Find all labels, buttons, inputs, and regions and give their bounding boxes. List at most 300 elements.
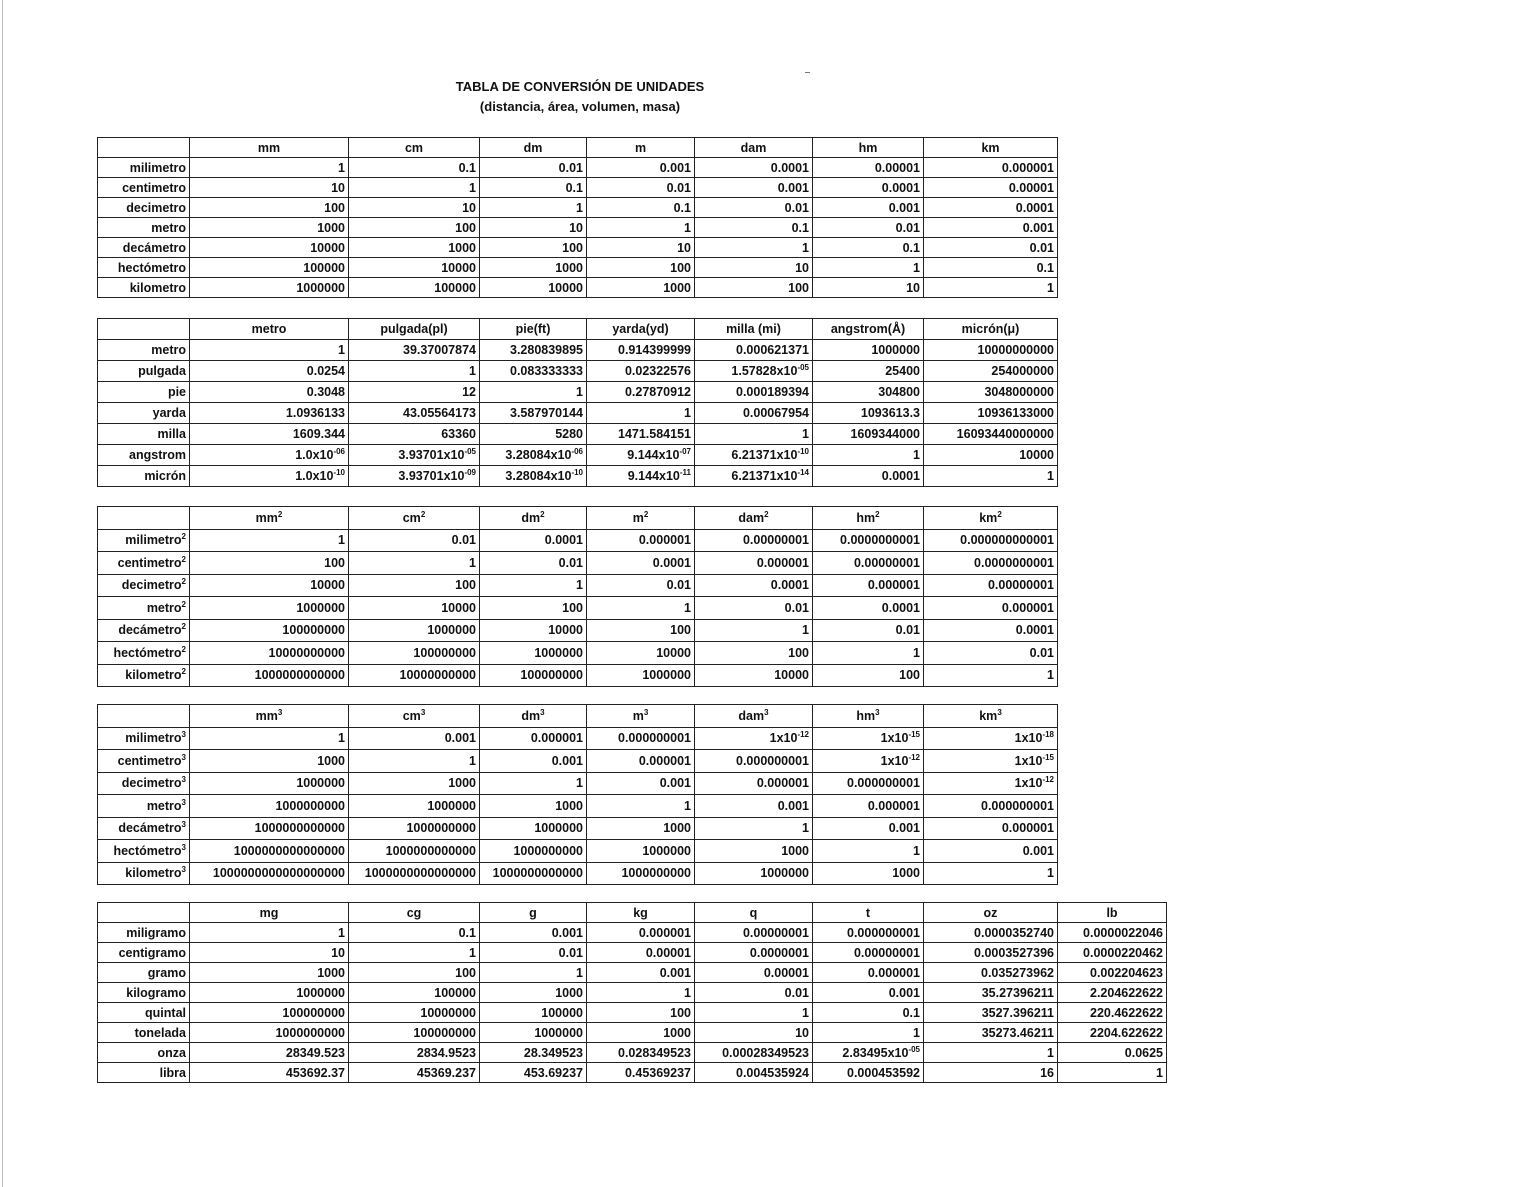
exponent: 3 — [875, 707, 880, 717]
table-cell: 2834.9523 — [349, 1043, 480, 1063]
column-header: oz — [924, 903, 1058, 923]
table-cell: 10 — [349, 198, 480, 218]
table-cell: 1 — [587, 983, 695, 1003]
table-cell: 10000 — [587, 642, 695, 665]
table-cell: 1471.584151 — [587, 424, 695, 445]
table-cell: 0.001 — [924, 840, 1058, 863]
table-cell: 0.00001 — [695, 963, 813, 983]
table-cell: 28349.523 — [190, 1043, 349, 1063]
table-cell: $1.57828x10^{-05}$ — [695, 361, 813, 382]
table-cell: 1 — [587, 795, 695, 818]
table-row — [98, 619, 1058, 642]
table-cell: 0.0001 — [480, 529, 587, 552]
table-row — [98, 840, 1058, 863]
table-cell: 10 — [587, 238, 695, 258]
table-cell: 0.01 — [587, 574, 695, 597]
table-cell: 1000000000000000 — [349, 862, 480, 885]
row-label: pie — [98, 382, 190, 403]
table-cell: 0.1 — [813, 1003, 924, 1023]
table-cell: 0.0001 — [813, 466, 924, 487]
table-cell: 304800 — [813, 382, 924, 403]
distance-metric-table — [97, 137, 1058, 298]
table-cell: 5280 — [480, 424, 587, 445]
table-cell: 1 — [190, 529, 349, 552]
table-cell: 0.0000000001 — [924, 552, 1058, 575]
table-cell: 1 — [349, 178, 480, 198]
row-label: metro$^2$ — [98, 597, 190, 620]
exponent: -15 — [1042, 752, 1054, 762]
exponent: 2 — [181, 554, 186, 564]
table-cell: 10000 — [480, 619, 587, 642]
table-row — [98, 1043, 1167, 1063]
table-cell: 0.45369237 — [587, 1063, 695, 1083]
table-cell: 1000 — [480, 795, 587, 818]
table-cell: 10000 — [349, 597, 480, 620]
table-row — [98, 466, 1058, 487]
table-cell: $1.0x10^{-10}$ — [190, 466, 349, 487]
exponent: 2 — [420, 509, 426, 519]
table-cell: 10 — [695, 1023, 813, 1043]
table-cell: 35.27396211 — [924, 983, 1058, 1003]
column-header: $km^2$ — [924, 507, 1058, 530]
table-cell: $1x10^{-12}$ — [813, 750, 924, 773]
column-header: $hm^2$ — [813, 507, 924, 530]
table-cell: 10000 — [190, 574, 349, 597]
distance-mixed-table — [97, 318, 1058, 487]
table-cell: 0.0001 — [695, 574, 813, 597]
exponent: -06 — [571, 446, 583, 456]
table-cell: 1609.344 — [190, 424, 349, 445]
row-label: angstrom — [98, 445, 190, 466]
table-cell: 0.0625 — [1058, 1043, 1167, 1063]
table-cell: 1 — [695, 238, 813, 258]
exponent: 3 — [181, 752, 186, 762]
column-header: $cm^3$ — [349, 705, 480, 728]
table-cell: 0.01 — [813, 218, 924, 238]
table-cell: 16 — [924, 1063, 1058, 1083]
column-header: $dm^3$ — [480, 705, 587, 728]
table-cell: 12 — [349, 382, 480, 403]
header-row — [98, 705, 1058, 728]
table-cell: 0.001 — [587, 772, 695, 795]
table-cell: 2204.622622 — [1058, 1023, 1167, 1043]
table-cell: 0.001 — [813, 198, 924, 218]
table-cell: $9.144x10^{-11}$ — [587, 466, 695, 487]
table-cell: 0.0001 — [813, 597, 924, 620]
table-cell: 1 — [1058, 1063, 1167, 1083]
table-cell: 1000 — [190, 218, 349, 238]
exponent: 3 — [181, 775, 186, 785]
title-line-1: TABLA DE CONVERSIÓN DE UNIDADES — [455, 79, 705, 94]
table-cell: 0.01 — [349, 529, 480, 552]
table-cell: 10000 — [190, 238, 349, 258]
exponent: -15 — [908, 730, 920, 740]
table-row — [98, 258, 1058, 278]
column-header: yarda(yd) — [587, 319, 695, 340]
table-cell: 100 — [695, 278, 813, 298]
table-cell: $3.93701x10^{-09}$ — [349, 466, 480, 487]
table-cell: 0.0000220462 — [1058, 943, 1167, 963]
table-cell: 1 — [190, 923, 349, 943]
table-row — [98, 963, 1167, 983]
table-cell: 0.001 — [349, 727, 480, 750]
table-cell: 0.000001 — [813, 795, 924, 818]
exponent: 2 — [181, 577, 186, 587]
document-title — [0, 77, 1160, 117]
column-header: cm — [349, 138, 480, 158]
table-cell: $1x10^{-12}$ — [695, 727, 813, 750]
table-cell: 453692.37 — [190, 1063, 349, 1083]
table-cell: 1 — [924, 466, 1058, 487]
row-label: decámetro$^3$ — [98, 817, 190, 840]
exponent: 2 — [181, 667, 186, 677]
row-label: metro — [98, 218, 190, 238]
exponent: -05 — [797, 362, 809, 372]
table-cell: 100 — [587, 619, 695, 642]
table-cell: 0.02322576 — [587, 361, 695, 382]
table-cell: 0.001 — [695, 795, 813, 818]
table-cell: 1000000 — [190, 772, 349, 795]
table-cell: 1 — [349, 552, 480, 575]
volume-table — [97, 704, 1058, 885]
table-cell: 0.001 — [695, 178, 813, 198]
table-cell: 1 — [695, 619, 813, 642]
table-cell: 0.000621371 — [695, 340, 813, 361]
scan-speck — [805, 72, 810, 73]
exponent: -07 — [679, 446, 691, 456]
table-cell: 10000 — [695, 664, 813, 687]
table-cell: 1093613.3 — [813, 403, 924, 424]
table-cell: 1000 — [349, 238, 480, 258]
table-cell: 1000000000 — [349, 817, 480, 840]
table-cell: 0.000001 — [924, 817, 1058, 840]
row-label: decimetro — [98, 198, 190, 218]
table-cell: 10 — [813, 278, 924, 298]
table-cell: 1000000000000000 — [190, 840, 349, 863]
table-cell: 1 — [480, 382, 587, 403]
table-cell: 0.01 — [924, 238, 1058, 258]
row-label: miligramo — [98, 923, 190, 943]
column-header: $m^3$ — [587, 705, 695, 728]
row-label: libra — [98, 1063, 190, 1083]
table-cell: 10000000000 — [349, 664, 480, 687]
table-cell: 100 — [813, 664, 924, 687]
table-cell: 10 — [190, 943, 349, 963]
table-cell: 10000 — [349, 258, 480, 278]
table-cell: 1000000 — [695, 862, 813, 885]
table-cell: 254000000 — [924, 361, 1058, 382]
row-label: decámetro — [98, 238, 190, 258]
table-cell: 10 — [480, 218, 587, 238]
table-cell: 100 — [190, 552, 349, 575]
table-cell: 0.028349523 — [587, 1043, 695, 1063]
corner-cell — [98, 705, 190, 728]
table-cell: 0.000189394 — [695, 382, 813, 403]
exponent: 2 — [181, 532, 186, 542]
table-cell: $6.21371x10^{-10}$ — [695, 445, 813, 466]
table-cell: 10000000 — [349, 1003, 480, 1023]
table-cell: 1 — [924, 664, 1058, 687]
table-cell: 1 — [924, 1043, 1058, 1063]
column-header: $dm^2$ — [480, 507, 587, 530]
table-cell: 0.0000001 — [695, 943, 813, 963]
row-label: kilometro$^3$ — [98, 862, 190, 885]
table-cell: 100000000 — [349, 642, 480, 665]
row-label: milimetro$^2$ — [98, 529, 190, 552]
table-cell: 0.00028349523 — [695, 1043, 813, 1063]
table-row — [98, 1063, 1167, 1083]
table-cell: 0.3048 — [190, 382, 349, 403]
table-cell: 1 — [813, 445, 924, 466]
table-cell: 0.00067954 — [695, 403, 813, 424]
table-cell: 16093440000000 — [924, 424, 1058, 445]
table-cell: 1 — [480, 772, 587, 795]
table-cell: 100000 — [190, 258, 349, 278]
table-cell: 100000000 — [480, 664, 587, 687]
table-cell: 1000000 — [190, 278, 349, 298]
table-cell: 1 — [813, 642, 924, 665]
table-row — [98, 664, 1058, 687]
table-cell: 1 — [695, 817, 813, 840]
exponent: 2 — [277, 509, 283, 519]
row-label: milimetro$^3$ — [98, 727, 190, 750]
exponent: -09 — [464, 467, 476, 477]
table-cell: 1 — [480, 574, 587, 597]
table-cell: 1 — [190, 158, 349, 178]
row-label: decámetro$^2$ — [98, 619, 190, 642]
table-row — [98, 923, 1167, 943]
table-cell: 1 — [480, 963, 587, 983]
table-cell: 220.4622622 — [1058, 1003, 1167, 1023]
table-cell: 0.1 — [695, 218, 813, 238]
table-cell: 1 — [349, 750, 480, 773]
table-cell: 1 — [813, 258, 924, 278]
column-header: dam — [695, 138, 813, 158]
row-label: milla — [98, 424, 190, 445]
table-cell: 0.000001 — [813, 963, 924, 983]
table-cell: 0.1 — [480, 178, 587, 198]
table-cell: 0.0000000001 — [813, 529, 924, 552]
table-cell: 1000000000 — [190, 795, 349, 818]
table-cell: 0.000453592 — [813, 1063, 924, 1083]
table-cell: 0.01 — [587, 178, 695, 198]
column-header: $mm^3$ — [190, 705, 349, 728]
column-header: m — [587, 138, 695, 158]
table-cell: 0.01 — [480, 943, 587, 963]
table-cell: 1000000000000 — [190, 817, 349, 840]
table-cell: 0.0254 — [190, 361, 349, 382]
table-cell: 10 — [695, 258, 813, 278]
table-row — [98, 750, 1058, 773]
table-cell: 1000 — [587, 1023, 695, 1043]
row-label: decimetro$^2$ — [98, 574, 190, 597]
table-cell: 1000000 — [813, 340, 924, 361]
table-cell: 1000000000 — [190, 1023, 349, 1043]
table-cell: 100000000 — [349, 1023, 480, 1043]
corner-cell — [98, 507, 190, 530]
table-cell: 0.001 — [587, 963, 695, 983]
table-cell: 0.000001 — [813, 574, 924, 597]
table-cell: 10000000000 — [924, 340, 1058, 361]
table-cell: 100000 — [480, 1003, 587, 1023]
table-row — [98, 772, 1058, 795]
table-cell: 0.083333333 — [480, 361, 587, 382]
table-row — [98, 529, 1058, 552]
row-label: tonelada — [98, 1023, 190, 1043]
exponent: -10 — [333, 467, 345, 477]
table-cell: 1000000 — [349, 795, 480, 818]
table-row — [98, 340, 1058, 361]
table-cell: 1000 — [587, 817, 695, 840]
column-header: milla (mi) — [695, 319, 813, 340]
exponent: 2 — [997, 509, 1002, 519]
table-cell: 0.01 — [695, 983, 813, 1003]
table-cell: 100000 — [349, 278, 480, 298]
table-cell: 0.00001 — [587, 943, 695, 963]
table-row — [98, 943, 1167, 963]
exponent: 2 — [764, 509, 769, 519]
table-cell: 100 — [587, 1003, 695, 1023]
table-cell: 0.000001 — [587, 750, 695, 773]
table-cell: 1 — [924, 862, 1058, 885]
table-cell: 0.00000001 — [813, 552, 924, 575]
table-cell: 0.0001 — [924, 198, 1058, 218]
table-cell: 100 — [349, 218, 480, 238]
table-cell: 0.01 — [813, 619, 924, 642]
table-cell: $1x10^{-15}$ — [924, 750, 1058, 773]
exponent: -10 — [571, 467, 583, 477]
table-cell: 39.37007874 — [349, 340, 480, 361]
table-row — [98, 278, 1058, 298]
table-row — [98, 642, 1058, 665]
table-row — [98, 218, 1058, 238]
table-cell: 1 — [695, 1003, 813, 1023]
table-cell: 0.000001 — [924, 597, 1058, 620]
table-cell: 100000000 — [190, 619, 349, 642]
table-cell: 0.1 — [349, 158, 480, 178]
table-cell: 1000000000000 — [190, 664, 349, 687]
column-header: t — [813, 903, 924, 923]
table-row — [98, 574, 1058, 597]
title-line-2: (distancia, área, volumen, masa) — [479, 99, 681, 114]
column-header: cg — [349, 903, 480, 923]
row-label: micrón — [98, 466, 190, 487]
table-cell: 0.0001 — [924, 619, 1058, 642]
table-cell: 0.000000001 — [813, 923, 924, 943]
exponent: 3 — [420, 707, 426, 717]
table-row — [98, 817, 1058, 840]
table-row — [98, 424, 1058, 445]
table-cell: 0.0001 — [813, 178, 924, 198]
row-label: kilometro — [98, 278, 190, 298]
exponent: -14 — [797, 467, 809, 477]
row-label: centigramo — [98, 943, 190, 963]
table-cell: 0.0000022046 — [1058, 923, 1167, 943]
table-cell: 1000 — [480, 258, 587, 278]
column-header: $km^3$ — [924, 705, 1058, 728]
table-cell: 1000000 — [349, 619, 480, 642]
table-cell: 1000000 — [480, 1023, 587, 1043]
table-cell: 3.280839895 — [480, 340, 587, 361]
row-label: onza — [98, 1043, 190, 1063]
table-cell: 0.914399999 — [587, 340, 695, 361]
table-cell: 0.000001 — [695, 772, 813, 795]
table-cell: $9.144x10^{-07}$ — [587, 445, 695, 466]
table-cell: 0.001 — [480, 923, 587, 943]
column-header: $cm^2$ — [349, 507, 480, 530]
table-cell: 1000000000000000000 — [190, 862, 349, 885]
table-cell: 453.69237 — [480, 1063, 587, 1083]
column-header: q — [695, 903, 813, 923]
table-cell: 1000000000000 — [349, 840, 480, 863]
table-cell: $1x10^{-18}$ — [924, 727, 1058, 750]
table-cell: 0.27870912 — [587, 382, 695, 403]
exponent: 2 — [181, 622, 186, 632]
exponent: 3 — [181, 797, 186, 807]
exponent: 3 — [277, 707, 283, 717]
table-cell: 0.001 — [924, 218, 1058, 238]
table-cell: $6.21371x10^{-14}$ — [695, 466, 813, 487]
table-cell: 0.000001 — [587, 923, 695, 943]
table-cell: 0.000000001 — [924, 795, 1058, 818]
table-cell: 0.001 — [480, 750, 587, 773]
table-cell: 0.01 — [480, 552, 587, 575]
table-cell: 1000 — [190, 750, 349, 773]
table-cell: 0.01 — [695, 597, 813, 620]
table-cell: 1 — [190, 727, 349, 750]
table-cell: 1 — [924, 278, 1058, 298]
table-cell: 0.035273962 — [924, 963, 1058, 983]
table-cell: $1.0x10^{-06}$ — [190, 445, 349, 466]
table-row — [98, 795, 1058, 818]
table-cell: 1.0936133 — [190, 403, 349, 424]
table-row — [98, 727, 1058, 750]
table-cell: 1000000000 — [587, 862, 695, 885]
column-header: $mm^2$ — [190, 507, 349, 530]
table-cell: 0.001 — [813, 817, 924, 840]
table-cell: $2.83495x10^{-05}$ — [813, 1043, 924, 1063]
table-cell: 100 — [349, 963, 480, 983]
row-label: decimetro$^3$ — [98, 772, 190, 795]
column-header: dam$^3$ — [695, 705, 813, 728]
column-header: pulgada(pl) — [349, 319, 480, 340]
corner-cell — [98, 138, 190, 158]
row-label: hectómetro$^2$ — [98, 642, 190, 665]
table-cell: $3.28084x10^{-10}$ — [480, 466, 587, 487]
table-cell: 0.000000001 — [587, 727, 695, 750]
table-cell: 100000000 — [190, 1003, 349, 1023]
column-header: kg — [587, 903, 695, 923]
table-cell: 0.0001 — [695, 158, 813, 178]
table-cell: 2.204622622 — [1058, 983, 1167, 1003]
row-label: hectómetro$^3$ — [98, 840, 190, 863]
table-cell: 10000000000 — [190, 642, 349, 665]
table-row — [98, 1023, 1167, 1043]
table-cell: 1000 — [480, 983, 587, 1003]
exponent: -11 — [679, 467, 691, 477]
table-cell: 0.000000001 — [695, 750, 813, 773]
header-row — [98, 903, 1167, 923]
table-row — [98, 158, 1058, 178]
row-label: metro — [98, 340, 190, 361]
exponent: 3 — [181, 820, 186, 830]
table-cell: 100 — [480, 597, 587, 620]
table-cell: 1000000 — [480, 817, 587, 840]
table-cell: 1000000 — [480, 642, 587, 665]
row-label: centimetro$^3$ — [98, 750, 190, 773]
exponent: -05 — [908, 1044, 920, 1054]
table-cell: 0.1 — [813, 238, 924, 258]
